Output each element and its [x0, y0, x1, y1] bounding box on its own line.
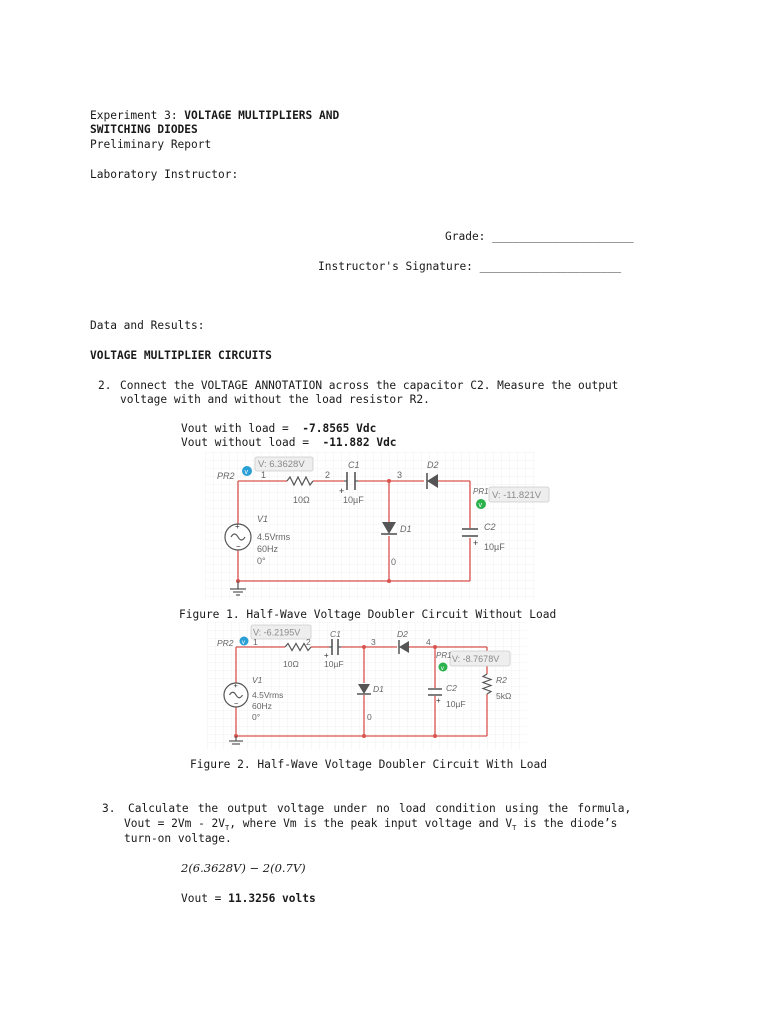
probe-pr1-label: PR1 — [473, 487, 489, 496]
v1-phase: 0° — [252, 712, 261, 722]
title-line-2-text: SWITCHING DIODES — [90, 123, 198, 136]
svg-text:+: + — [235, 522, 240, 531]
calculation-formula: 2(6.3628V) − 2(0.7V) — [181, 861, 306, 875]
signature-label: Instructor's Signature: — [318, 260, 480, 273]
c2-value: 10µF — [484, 542, 505, 552]
item2-line1: Connect the VOLTAGE ANNOTATION across the capacitor C2. Measure the output — [120, 379, 619, 392]
signature-line — [318, 259, 621, 274]
v1-amplitude: 4.5Vrms — [252, 690, 284, 700]
experiment-prefix: Experiment 3: — [90, 109, 185, 122]
vout-with-load-value: -7.8565 Vdc — [302, 422, 377, 435]
c2-value: 10µF — [446, 699, 466, 709]
c1-label: C1 — [330, 629, 341, 639]
item3-line3: turn-on voltage. — [124, 832, 232, 845]
probe-pr1-reading: V: -11.821V — [492, 490, 542, 501]
node-label-0: 0 — [367, 712, 372, 722]
figure2-circuit — [207, 622, 527, 750]
figure1-caption: Figure 1. Half-Wave Voltage Doubler Circuit Without Load — [179, 608, 557, 621]
svg-text:−: − — [236, 542, 241, 551]
probe-pr2[interactable] — [242, 466, 252, 476]
v1-label: V1 — [257, 514, 269, 524]
item2-line2: voltage with and without the load resistor R2. — [120, 393, 430, 406]
resistor-value: 10Ω — [293, 495, 310, 505]
node-label-2: 2 — [306, 637, 311, 647]
title-line-1: VOLTAGE MULTIPLIERS AND — [184, 109, 340, 122]
section-title — [90, 348, 272, 363]
probe-pr1-label: PR1 — [436, 651, 452, 660]
instructor-label: Laboratory Instructor: — [90, 168, 239, 181]
svg-text:+: + — [473, 538, 479, 548]
svg-text:−: − — [234, 699, 239, 708]
node-label-1: 1 — [261, 470, 267, 480]
d1-label: D1 — [400, 524, 412, 534]
section-title-text: VOLTAGE MULTIPLIER CIRCUITS — [90, 349, 272, 362]
figure2-caption: Figure 2. Half-Wave Voltage Doubler Circuit With Load — [190, 758, 547, 771]
item2-number: 2. — [98, 379, 112, 392]
svg-text:v: v — [440, 665, 445, 672]
resistor-value: 10Ω — [283, 659, 299, 669]
r2-label: R2 — [496, 675, 507, 685]
v1-amplitude: 4.5Vrms — [257, 532, 291, 542]
node-label-1: 1 — [253, 637, 258, 647]
d1-label: D1 — [373, 684, 384, 694]
svg-text:v: v — [244, 469, 248, 476]
c1-value: 10µF — [343, 495, 364, 505]
svg-text:+: + — [436, 696, 441, 705]
v1-frequency: 60Hz — [252, 701, 272, 711]
c2-label: C2 — [484, 522, 496, 532]
node-label-3: 3 — [371, 637, 376, 647]
node-label-2: 2 — [325, 470, 331, 480]
v1-label: V1 — [252, 675, 263, 685]
vout-without-load-value: -11.882 Vdc — [322, 436, 397, 449]
svg-text:v: v — [241, 639, 246, 646]
grade-label: Grade: — [445, 230, 493, 243]
r2-value: 5kΩ — [496, 691, 512, 701]
junction-node0 — [387, 579, 391, 583]
vout-without-load-label: Vout without load = — [181, 436, 323, 449]
grade-line — [445, 229, 634, 244]
vout-without-load — [181, 435, 397, 450]
probe-pr2-reading: V: -6.2195V — [253, 627, 301, 638]
node-label-0: 0 — [391, 557, 397, 567]
probe-pr2-reading: V: 6.3628V — [258, 459, 305, 470]
probe-pr1-reading: V: -8.7678V — [452, 654, 500, 664]
c1-label: C1 — [348, 460, 360, 470]
item3-line1: Calculate the output voltage under no load condition using the formula, — [128, 802, 632, 815]
node-label-4: 4 — [426, 637, 431, 647]
svg-text:+: + — [233, 681, 238, 690]
probe-pr2-label: PR2 — [217, 638, 234, 648]
c2-label: C2 — [446, 683, 457, 693]
c1-value: 10µF — [324, 659, 344, 669]
probe-pr2-label: PR2 — [217, 471, 235, 481]
vout-result-label: Vout = — [181, 892, 229, 905]
data-heading: Data and Results: — [90, 319, 205, 332]
svg-text:+: + — [339, 486, 345, 496]
v1-phase: 0° — [257, 556, 266, 566]
item3-line2: Vout = $2Vm - 2V_T$, where Vm is the peak input voltage and $V_T$ is the diode’s — [124, 817, 618, 833]
node-label-3: 3 — [397, 470, 403, 480]
report-type: Preliminary Report — [90, 138, 212, 151]
grade-blank: _____________________ — [492, 230, 634, 243]
junction-node3 — [387, 479, 391, 483]
probe-pr1[interactable] — [476, 499, 486, 509]
item3-number: 3. — [102, 802, 116, 815]
vout-with-load — [181, 421, 376, 436]
d2-label: D2 — [427, 460, 439, 470]
v1-frequency: 60Hz — [257, 544, 279, 554]
title-line-2 — [90, 122, 198, 137]
experiment-title — [90, 108, 339, 123]
d2-label: D2 — [397, 629, 408, 639]
svg-text:+: + — [324, 651, 329, 660]
figure1-circuit — [205, 452, 542, 600]
vout-result — [181, 891, 316, 906]
vout-with-load-label: Vout with load = — [181, 422, 303, 435]
vout-result-value: 11.3256 volts — [228, 892, 316, 905]
svg-text:v: v — [478, 502, 482, 509]
signature-blank: _____________________ — [479, 260, 622, 273]
